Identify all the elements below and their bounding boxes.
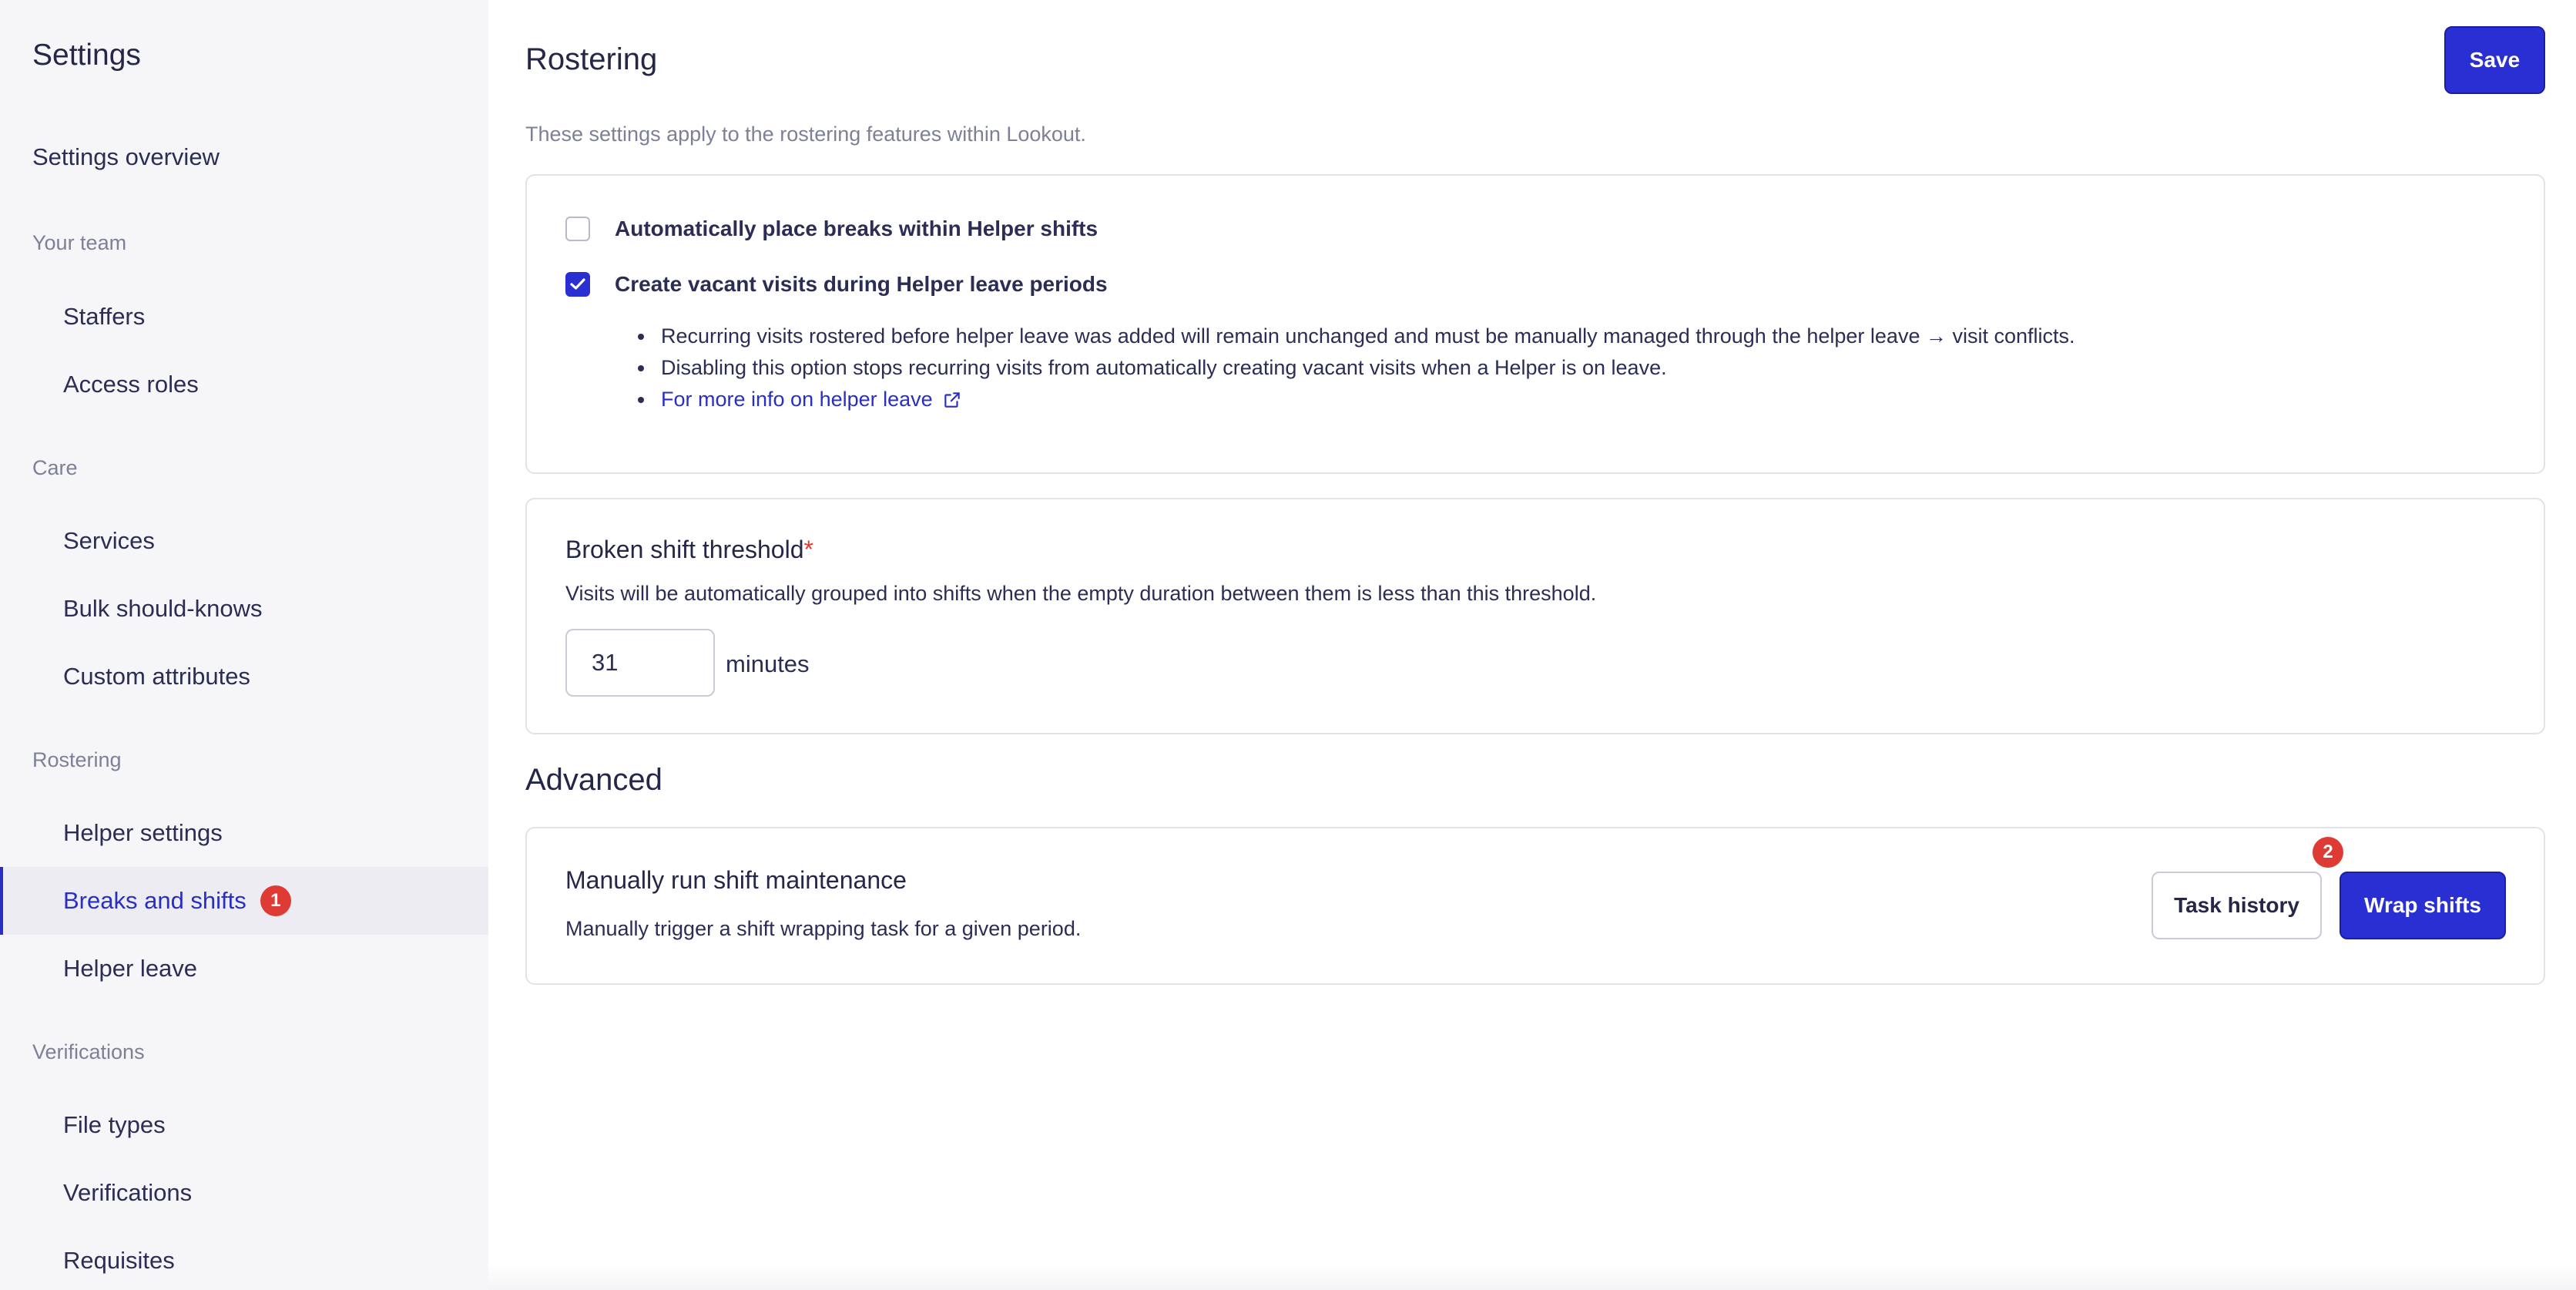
sidebar-item-staffers[interactable] [0,283,488,351]
sidebar-item-helper-leave[interactable] [0,935,488,1003]
note-text: Recurring visits rostered before helper leave was added will remain unchanged and must be manually managed through the helper leave → visit conflicts. [661,324,2075,348]
task-history-button[interactable]: Task history [2152,872,2322,939]
sidebar-item-verifications[interactable] [0,1159,488,1227]
broken-shift-threshold-card [525,498,2545,734]
page-subtitle: These settings apply to the rostering features within Lookout. [525,123,1086,146]
sidebar-item-label: Custom attributes [63,663,250,690]
maintenance-title: Manually run shift maintenance [565,866,907,894]
nav-group-verifications: Verifications [32,1040,145,1063]
sidebar-item-label: Breaks and shifts [63,887,247,914]
sidebar-item-label: Helper settings [63,819,223,846]
vacant-visits-label: Create vacant visits during Helper leave periods [615,272,1108,296]
threshold-minutes-input[interactable] [565,629,715,697]
list-item [638,384,2075,415]
bottom-shadow [488,1264,2576,1290]
sidebar-item-label: Requisites [63,1247,175,1274]
threshold-unit-label: minutes [726,650,810,677]
threshold-title-text: Broken shift threshold [565,536,804,563]
sidebar-item-bulk-should-knows[interactable] [0,575,488,643]
step-badge: 2 [2313,837,2343,868]
external-link-icon [942,390,962,410]
link-label: For more info on helper leave [661,388,933,411]
sidebar-item-label: Services [63,527,155,554]
nav-group-care: Care [32,456,78,479]
nav-group-rostering: Rostering [32,748,122,771]
vacant-visits-checkbox[interactable] [565,272,590,297]
sidebar-item-label: Bulk should-knows [63,595,263,622]
rostering-options-card [525,174,2545,474]
maintenance-description: Manually trigger a shift wrapping task for a given period. [565,917,1082,940]
nav-group-your-team: Your team [32,231,127,254]
threshold-title [565,536,813,564]
sidebar-item-label: Helper leave [63,955,198,982]
sidebar-item-label: File types [63,1111,166,1138]
threshold-description: Visits will be automatically grouped into shifts when the empty duration between them is less than this threshold. [565,582,1597,605]
sidebar-item-breaks-and-shifts[interactable] [0,867,488,935]
sidebar-item-services[interactable] [0,507,488,575]
sidebar-item-custom-attributes[interactable] [0,643,488,711]
sidebar-item-access-roles[interactable] [0,351,488,418]
save-button[interactable]: Save [2444,26,2545,94]
sidebar-item-label: Verifications [63,1179,193,1206]
settings-sidebar [0,0,488,1290]
auto-breaks-label: Automatically place breaks within Helper shifts [615,217,1098,240]
sidebar-item-requisites[interactable] [0,1227,488,1290]
note-text: Disabling this option stops recurring visits from automatically creating vacant visits when a Helper is on leave. [661,356,1667,379]
auto-breaks-option[interactable] [565,217,1098,241]
list-item [638,352,2075,384]
wrap-shifts-button[interactable]: Wrap shifts [2340,872,2506,939]
auto-breaks-checkbox[interactable] [565,217,590,241]
step-badge: 1 [260,885,291,916]
sidebar-item-label: Access roles [63,371,199,398]
sidebar-item-label: Staffers [63,303,146,330]
sidebar-item-file-types[interactable] [0,1091,488,1159]
list-item [638,321,2075,352]
vacant-visits-option[interactable] [565,272,1108,297]
sidebar-title: Settings [32,39,141,72]
required-mark: * [803,536,813,563]
sidebar-item-settings-overview[interactable]: Settings overview [32,143,220,170]
checkmark-icon [570,278,585,291]
sidebar-item-helper-settings[interactable] [0,799,488,867]
page-title: Rostering [525,42,658,76]
advanced-heading: Advanced [525,763,662,797]
helper-leave-info-link[interactable] [661,388,962,412]
vacant-visits-notes [638,321,2075,415]
